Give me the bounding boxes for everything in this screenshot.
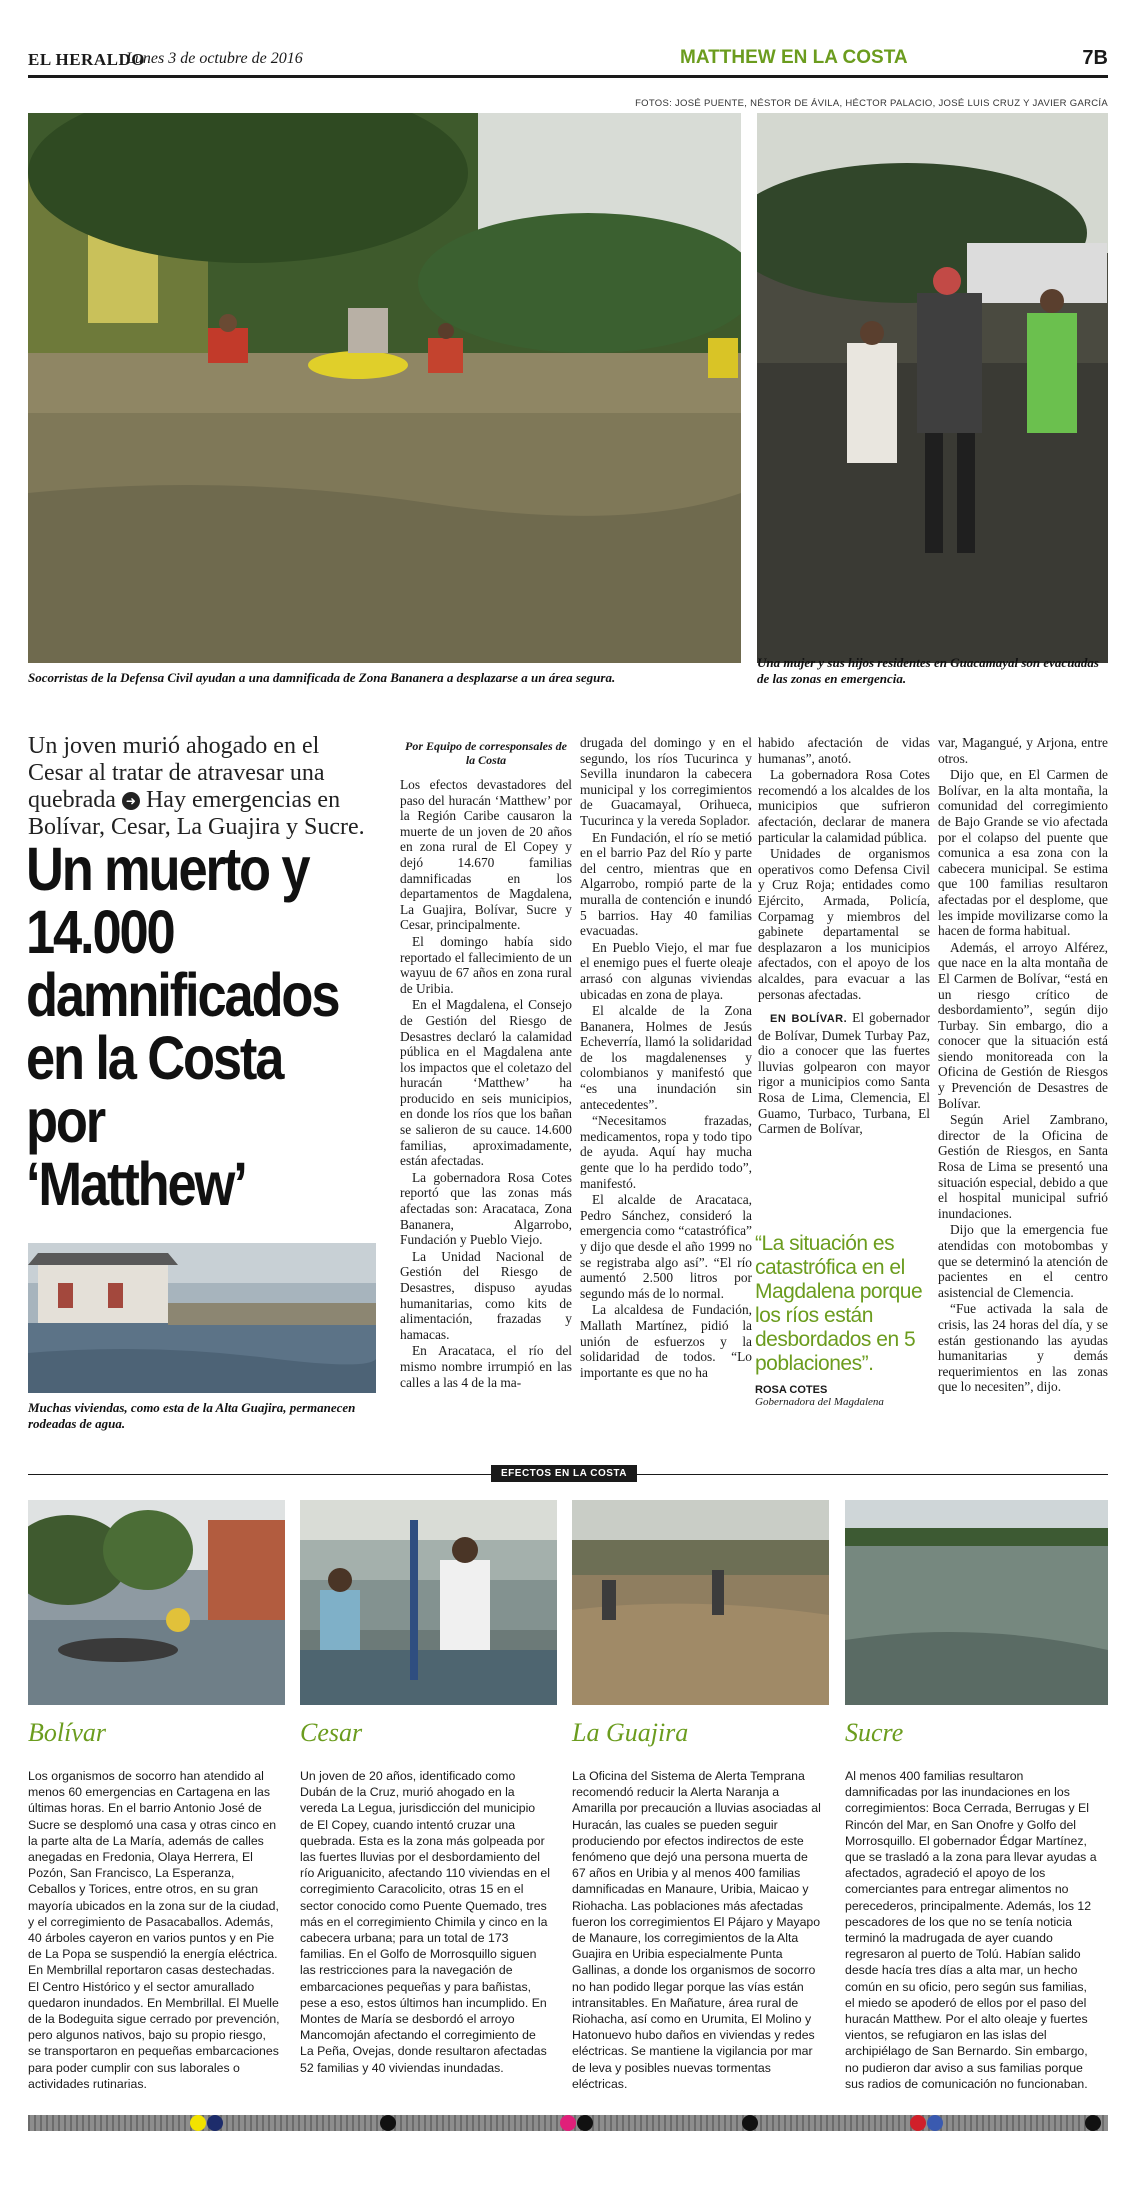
pull-quote-name: ROSA COTES: [755, 1384, 828, 1396]
issue-date: Lunes 3 de octubre de 2016: [126, 50, 303, 67]
col2-paragraph: La alcaldesa de Fundación, Mallath Martínez, pidió la unión de esfuerzos y la solidaridad de todos. “Lo importante es que no ha: [580, 1302, 752, 1380]
main-photo-rescuers: [28, 113, 741, 663]
region-text-bolivar: Los organismos de socorro han atendido al menos 60 emergencias en Cartagena en las últimas horas. En el barrio Antonio José de Sucre se desplomó una casa y otras cinco en la parte alta de La María, además de calles anegadas en Fredonia, Olaya Herrera, El Pozón, San Francisco, La Esperanza, Ceballos y Torices, entre otros, en su gran mayoría ubicados en la zona sur de la ciudad, y el corregimiento de Pasacaballos. Además, 40 árboles cayeron en varios puntos y en Pie de La Popa se suspendió la energía eléctrica. En Membrillal reportaron casas destechadas. El Centro Histórico y el sector amurallado quedaron inundados. En Membrillal. El Muelle de la Bodeguita sigue cerrado por prevención, pero algunos nativos, bajo su propio riesgo, se transportaron en pequeñas embarcaciones para poder cumplir con sus laborales o actividades rutinarias.: [28, 1769, 280, 2091]
evacuation-photo-guacamayal: [757, 113, 1108, 663]
region-title-la-guajira: La Guajira: [572, 1718, 689, 1747]
small-photo-caption: Muchas viviendas, como esta de la Alta Guajira, permanecen rodeadas de agua.: [28, 1400, 356, 1431]
story-column-2: [580, 735, 752, 1381]
story-column-4: [938, 735, 1108, 1396]
registration-dot: [560, 2115, 576, 2131]
col1-paragraph: Los efectos devastadores del paso del huracán ‘Matthew’ por la Región Caribe causaron la muerte de un joven de 20 años en zona rural de El Copey y dejó 14.670 familias damnificadas en los departamentos de Magdalena, La Guajira, Bolívar, Sucre y Cesar, principalmente.: [400, 777, 572, 933]
pull-quote: [755, 1232, 925, 1408]
region-text-la-guajira: La Oficina del Sistema de Alerta Temprana recomendó reducir la Alerta Naranja a Amarilla por precaución a lluvias asociadas al Huracán, las cuales se pueden seguir produciendo por efectos indirectos de este fenómeno que dejó una persona muerta de 67 años en Uribia y al menos 400 familias damnificadas en Manaure, Uribia, Maicao y Riohacha. Las poblaciones más afectadas fueron los corregimientos El Pájaro y Mayapo de Manaure, los corregimientos de la Alta Guajira en Uribia especialmente Punta Gallinas, a donde los organismos de socorro no han podido llegar porque las vías están intransitables. En Mañature, área rural de Riohacha, así como en Urumita, El Molino y Hatonuevo hubo daños en viviendas y redes eléctricas. Se mantiene la vigilancia por mar de leva y posibles nuevas tormentas eléctricas.: [572, 1769, 821, 2091]
paper-name: EL HERALDO: [28, 50, 145, 69]
section-title: MATTHEW EN LA COSTA: [680, 47, 908, 68]
registration-dot: [577, 2115, 593, 2131]
headline: Un muerto y 14.000 damnificados en la Costa por ‘Matthew’: [26, 835, 339, 1218]
kicker-tail: Hay emergencias en Bolívar, Cesar, La Guajira y Sucre.: [28, 787, 365, 840]
masthead: [28, 44, 1108, 78]
registration-dot: [207, 2115, 223, 2131]
col2-paragraph: “Necesitamos frazadas, medicamentos, ropa y todo tipo de ayuda. Aquí hay mucha gente que lo ha perdido todo”, manifestó.: [580, 1113, 752, 1191]
region-text-cesar: Un joven de 20 años, identificado como Dubán de la Cruz, murió ahogado en la vereda La Legua, jurisdicción del municipio de El Copey, cuando intentó cruzar una quebrada. Esta es la zona más golpeada por las fuertes lluvias por el desbordamiento del río Ariguanicito, afectando 110 viviendas en el corregimiento Caracolicito, otras 15 en el sector conocido como Puente Quemado, tres más en el corregimiento Chimila y cinco en la cabecera urbana; para un total de 173 familias. En el Golfo de Morrosquillo siguen las restricciones para la navegación de embarcaciones pequeñas y para bañistas, pese a eso, estos últimos han incumplido. En Montes de María se desbordó el arroyo Mancomoján afectando el corregimiento de La Peña, Ovejas, donde resultaron afectadas 52 familias y 40 viviendas inundadas.: [300, 1769, 550, 2075]
col2-paragraph: El alcalde de Aracataca, Pedro Sánchez, consideró la emergencia como “catastrófica” y dijo que desde el año 1999 no se registraba algo así”. “El río aumentó 2.500 litros por segundo más de lo normal.: [580, 1192, 752, 1301]
col2-paragraph: drugada del domingo y en el segundo, los ríos Tucurinca y Sevilla inundaron la cabecera municipal y los corregimientos de Guacamayal, Orihueca, Tucurinca y la vereda Soplador.: [580, 735, 752, 828]
registration-dot: [380, 2115, 396, 2131]
registration-dot: [927, 2115, 943, 2131]
col4-paragraph: Además, el arroyo Alférez, que nace en la alta montaña de El Carmen de Bolívar, “está en un riesgo crítico de desbordamiento”, según dijo Turbay. Sin embargo, dio a conocer que la situación está siendo monitoreada con la Oficina de Gestión de Riesgos y Prevención de Desastres de Bolívar.: [938, 939, 1108, 1111]
col2-paragraph: En Fundación, el río se metió en el barrio Paz del Río y parte del centro, mientras que en Algarrobo, rompió parte de la muralla de contención e inundó 5 barrios. Hay 40 familias evacuadas.: [580, 829, 752, 939]
col3-paragraph: habido afectación de vidas humanas”, anotó.: [758, 735, 930, 766]
region-text-sucre: Al menos 400 familias resultaron damnificadas por las inundaciones en los corregimientos: Boca Cerrada, Berrugas y El Rincón del Mar, en San Onofre y Golfo del Morrosquillo. El gobernador Édgar Martínez, que se trasladó a la zona para llevar ayudas a afectados, agradeció el apoyo de los comerciantes para entregar alimentos no perecederos, principalmente. Además, los 12 pescadores de los que no se tenía noticia terminó la madrugada de ayer cuando regresaron al puerto de Tolú. Habían salido desde hacía tres días a alta mar, un hecho común en su oficio, pero según sus familias, el miedo se apoderó de ellos por el paso del huracán Matthew. Por el alto oleaje y fuertes vientos, se refugiaron en las islas del archipiélago de San Bernardo. Sin embargo, no pudieron dar aviso a sus familias porque sus radios de comunicación no funcionaban.: [845, 1769, 1097, 2091]
col1-paragraph: La Unidad Nacional de Gestión del Riesgo de Desastres, dispuso ayudas humanitarias, como kits de alimentación, frazadas y hamacas.: [400, 1248, 572, 1342]
photo-credits: FOTOS: JOSÉ PUENTE, NÉSTOR DE ÁVILA, HÉCTOR PALACIO, JOSÉ LUIS CRUZ Y JAVIER GARCÍA: [635, 98, 1108, 109]
col1-paragraph: El domingo había sido reportado el fallecimiento de un wayuu de 67 años en zona rural de Uribia.: [400, 933, 572, 996]
registration-dot: [742, 2115, 758, 2131]
col4-paragraph: Dijo que la emergencia fue atendidas con motobombas y que se determinó la atención de pacientes en el centro asistencial de Clemencia.: [938, 1222, 1108, 1300]
col3-bolivar-paragraph: [758, 1010, 930, 1137]
story-column-3: [758, 735, 930, 1138]
sucre-photo: [845, 1500, 1108, 1705]
efectos-section-tag: EFECTOS EN LA COSTA: [491, 1465, 637, 1482]
arrow-right-icon: ➜: [122, 792, 140, 810]
col4-paragraph: Según Ariel Zambrano, director de la Oficina de Gestión de Riesgos, en Santa Rosa de Lima se presentó una situación especial, debido a que el hospital municipal sufrió inundaciones.: [938, 1112, 1108, 1221]
story-kicker: [28, 733, 368, 841]
col4-paragraph: var, Magangué, y Arjona, entre otros.: [938, 735, 1108, 766]
col2-paragraph: En Pueblo Viejo, el mar fue el enemigo pues el fuerte oleaje arrasó con algunas viviendas ubicadas en zona de playa.: [580, 939, 752, 1002]
region-title-bolivar: Bolívar: [28, 1718, 106, 1747]
cesar-photo: [300, 1500, 557, 1705]
col2-paragraph: El alcalde de la Zona Bananera, Holmes de Jesús Echeverría, llamó la solidaridad de los magdalenenses y colombianos y manifestó que “es una inundación sin antecedentes”.: [580, 1003, 752, 1112]
pull-quote-role: Gobernadora del Magdalena: [755, 1396, 884, 1408]
page-number: 7B: [1082, 47, 1108, 69]
col4-paragraph: “Fue activada la sala de crisis, las 24 horas del día, y se están gestionando las ayudas humanitarias y demás requerimientos en las zonas que lo necesiten”, dijo.: [938, 1301, 1108, 1395]
col1-paragraph: La gobernadora Rosa Cotes reportó que las zonas más afectadas son: Aracataca, Zona Bananera, Algarrobo, Fundación y Pueblo Viejo.: [400, 1169, 572, 1248]
pull-quote-text: “La situación es catastrófica en el Magdalena porque los ríos están desbordados en 5 poblaciones”.: [755, 1232, 923, 1375]
right-photo-caption: Una mujer y sus hijos residentes en Guacamayal son evacuadas de las zonas en emergencia.: [757, 655, 1099, 686]
bolivar-lead-in: EN BOLÍVAR.: [770, 1013, 848, 1026]
registration-dot: [190, 2115, 206, 2131]
bolivar-photo: [28, 1500, 285, 1705]
bolivar-text: El gobernador de Bolívar, Dumek Turbay Paz, dio a conocer que las fuertes lluvias golpearon con mayor rigor a municipios como Santa Rosa de Lima, Clemencia, El Guamo, Turbaco, Turbana, El Carmen de Bolívar,: [758, 1010, 930, 1137]
col3-paragraph: La gobernadora Rosa Cotes recomendó a los alcaldes de los municipios que sufrieron afectación, declarar de manera particular la calamidad pública.: [758, 767, 930, 845]
main-photo-caption: Socorristas de la Defensa Civil ayudan a una damnificada de Zona Bananera a desplazarse a un área segura.: [28, 670, 616, 685]
col3-paragraph: Unidades de organismos operativos como Defensa Civil y Cruz Roja; entidades como Ejército, Armada, Policía, Corpamag y miembros del gabinete departamental se desplazaron a los municipios afectados, con el apoyo de los alcaldes, para evacuar a las personas afectadas.: [758, 846, 930, 1002]
col1-paragraph: En el Magdalena, el Consejo de Gestión del Riesgo de Desastres declaró la calamidad pública en el Magdalena ante los impactos que el coletazo del huracán ‘Matthew’ ha producido en seis municipios, en donde los ríos que los bañan se salieron de su cauce. 14.600 familias, aproximadamente, están afectadas.: [400, 997, 572, 1169]
col1-paragraph: En Aracataca, el río del mismo nombre irrumpió en las calles a las 4 de la ma-: [400, 1343, 572, 1390]
region-title-cesar: Cesar: [300, 1718, 363, 1747]
la-guajira-photo: [572, 1500, 829, 1705]
region-title-sucre: Sucre: [845, 1718, 904, 1747]
col4-paragraph: Dijo que, en El Carmen de Bolívar, en la alta montaña, la comunidad del corregimiento de Bajo Grande se vio afectada por el colapso del puente que comunica a esa zona con la cabecera municipal. Se estima que 100 familias resultaron afectadas por el desplome, que les impide movilizarse como la hacen de forma habitual.: [938, 767, 1108, 939]
kicker-text: Un joven murió ahogado en el Cesar al tratar de atravesar una quebrada: [28, 733, 325, 813]
registration-dot: [910, 2115, 926, 2131]
story-column-1: [400, 735, 572, 1391]
registration-dot: [1085, 2115, 1101, 2131]
byline: Por Equipo de corresponsales de la Costa: [405, 739, 567, 767]
alta-guajira-photo: [28, 1243, 376, 1393]
